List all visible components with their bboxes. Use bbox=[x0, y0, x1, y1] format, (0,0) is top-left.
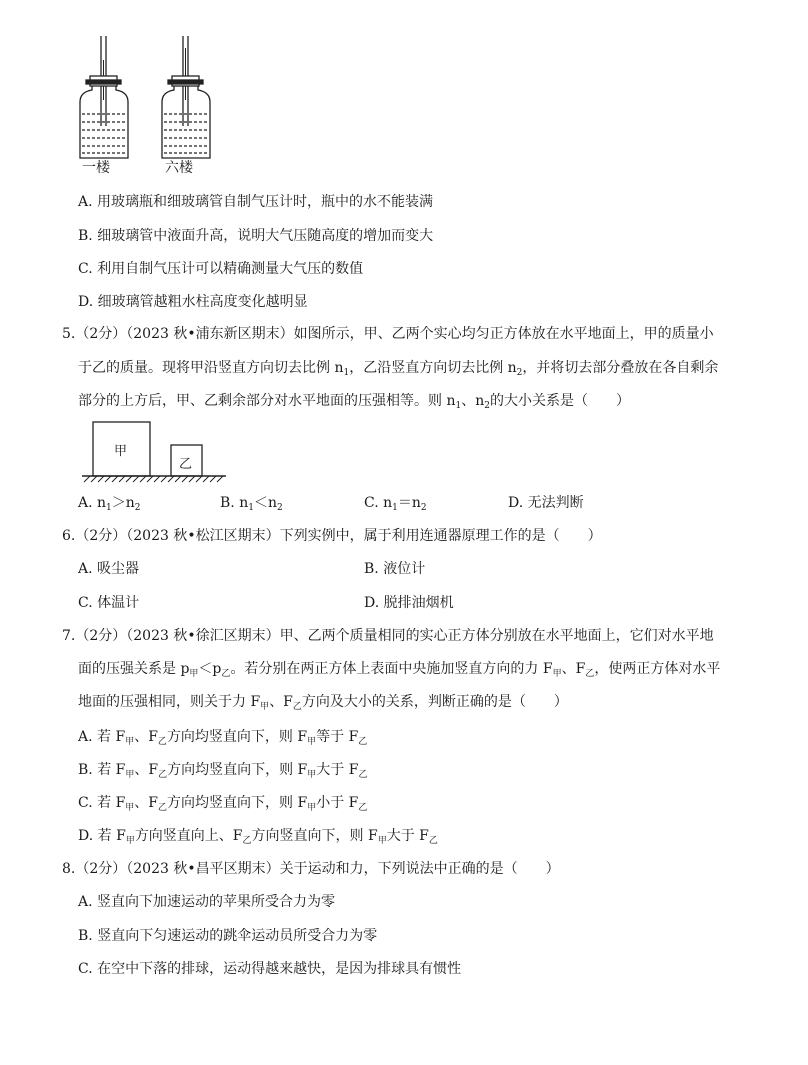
q7-stem-line-2: 面的压强关系是 $p_甲<p_乙$。若分别在两正方体上表面中央施加竖直方向的力 $F_甲$、$F_乙$，使两正方体对水平 bbox=[78, 661, 721, 679]
figure-label-first-floor: 一楼 bbox=[82, 160, 110, 176]
q7-stem-line-1: 7.（2分）（2023 秋•徐汇区期末）甲、乙两个质量相同的实心正方体分别放在水平地面上，它们对水平地 bbox=[62, 628, 714, 644]
q4-option-a: A. 用玻璃瓶和细玻璃管自制气压计时，瓶中的水不能装满 bbox=[78, 194, 434, 210]
q5-option-b: B. $n_1<n_2$ bbox=[220, 495, 283, 513]
q8-option-c: C. 在空中下落的排球，运动得越来越快，是因为排球具有惯性 bbox=[78, 961, 462, 977]
q4-option-d: D. 细玻璃管越粗水柱高度变化越明显 bbox=[78, 294, 308, 310]
cube-label-jia: 甲 bbox=[114, 444, 128, 459]
q5-stem-line-2: 于乙的质量。现将甲沿竖直方向切去比例 $n_1$，乙沿竖直方向切去比例 $n_2$，并将切去部分叠放在各自剩余 bbox=[78, 360, 719, 378]
cube-label-yi: 乙 bbox=[179, 457, 193, 472]
q7-stem-line-3: 地面的压强相同，则关于力 $F_甲$、$F_乙$方向及大小的关系，判断正确的是（ ） bbox=[78, 694, 568, 712]
q8-option-a: A. 竖直向下加速运动的苹果所受合力为零 bbox=[78, 894, 336, 910]
q8-option-b: B. 竖直向下匀速运动的跳伞运动员所受合力为零 bbox=[78, 928, 378, 944]
q7-option-d: D. 若 $F_甲$方向竖直向上、$F_乙$方向竖直向下，则 $F_甲$大于 $F_乙$ bbox=[78, 828, 438, 846]
q5-stem-line-1: 5.（2分）（2023 秋•浦东新区期末）如图所示，甲、乙两个实心均匀正方体放在水平地面上，甲的质量小 bbox=[62, 326, 714, 342]
q8-stem-line-1: 8.（2分）（2023 秋•昌平区期末）关于运动和力，下列说法中正确的是（ ） bbox=[62, 861, 560, 877]
barometer-sixth-floor bbox=[162, 36, 210, 158]
q6-option-d: D. 脱排油烟机 bbox=[364, 595, 454, 611]
q4-option-b: B. 细玻璃管中液面升高，说明大气压随高度的增加而变大 bbox=[78, 228, 434, 244]
q7-option-a: A. 若 $F_甲$、$F_乙$方向均竖直向下，则 $F_甲$等于 $F_乙$ bbox=[78, 729, 368, 747]
q7-option-b: B. 若 $F_甲$、$F_乙$方向均竖直向下，则 $F_甲$大于 $F_乙$ bbox=[78, 762, 368, 780]
q5-option-d: D. 无法判断 bbox=[508, 495, 584, 511]
q6-option-a: A. 吸尘器 bbox=[78, 561, 140, 577]
q5-stem-line-3: 部分的上方后，甲、乙剩余部分对水平地面的压强相等。则 $n_1$、$n_2$的大小关系是（ ） bbox=[78, 393, 630, 411]
cubes-figure bbox=[80, 418, 230, 486]
q6-stem-line-1: 6.（2分）（2023 秋•松江区期末）下列实例中，属于利用连通器原理工作的是（ ） bbox=[62, 528, 602, 544]
q7-option-c: C. 若 $F_甲$、$F_乙$方向均竖直向下，则 $F_甲$小于 $F_乙$ bbox=[78, 795, 368, 813]
q5-option-c: C. $n_1=n_2$ bbox=[364, 495, 427, 513]
q5-option-a: A. $n_1>n_2$ bbox=[78, 495, 141, 513]
q4-option-c: C. 利用自制气压计可以精确测量大气压的数值 bbox=[78, 261, 364, 277]
barometer-first-floor bbox=[80, 36, 128, 158]
q6-option-b: B. 液位计 bbox=[364, 561, 426, 577]
q6-option-c: C. 体温计 bbox=[78, 595, 140, 611]
figure-label-sixth-floor: 六楼 bbox=[165, 160, 193, 176]
